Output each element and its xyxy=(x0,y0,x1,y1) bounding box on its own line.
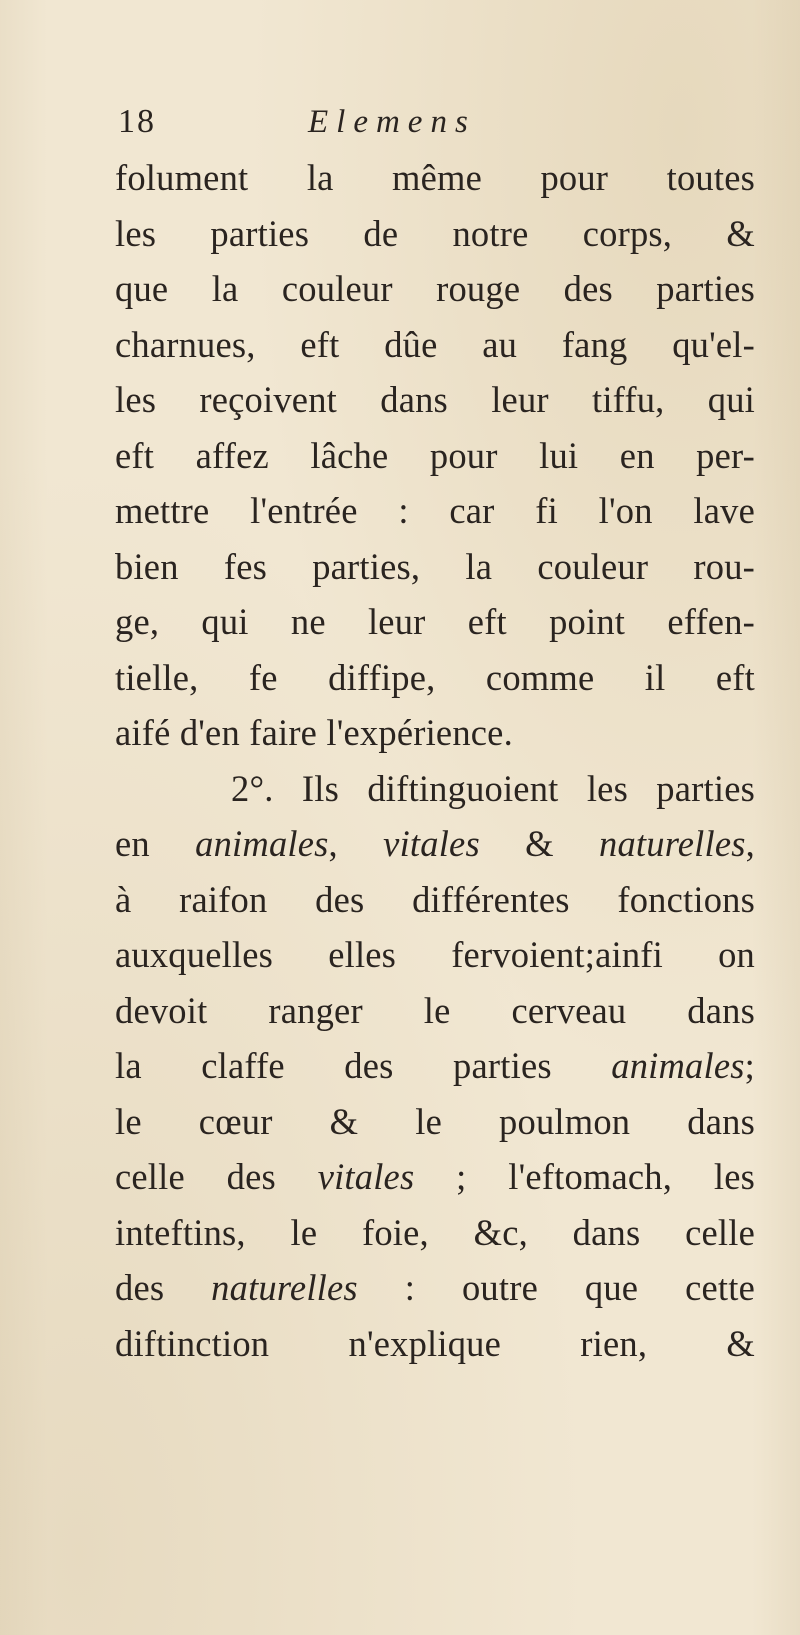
text-line: à raifon des différentes fonctions xyxy=(115,878,755,920)
text-line: des naturelles : outre que cette xyxy=(115,1267,755,1308)
text-line: les reçoivent dans leur tiffu, qui xyxy=(115,379,755,420)
running-title: Elemens xyxy=(308,104,476,140)
text-line: tielle, fe diffipe, comme il eft xyxy=(115,656,755,698)
text-line: les parties de notre corps, & xyxy=(115,212,755,254)
text-line: la claffe des parties animales; xyxy=(115,1045,755,1086)
text-line: folument la même pour toutes xyxy=(115,157,755,198)
text-line: 2°. Ils diftinguoient les parties xyxy=(231,767,755,809)
text-line: diftinction n'explique rien, & xyxy=(115,1322,755,1364)
text-line: bien fes parties, la couleur rou- xyxy=(115,545,755,587)
text-line: celle des vitales ; l'eftomach, les xyxy=(115,1156,755,1197)
text-line: eft affez lâche pour lui en per- xyxy=(115,434,755,476)
text-line: auxquelles elles fervoient;ainfi on xyxy=(115,934,755,975)
text-line: inteftins, le foie, &c, dans celle xyxy=(115,1211,755,1253)
text-line: en animales, vitales & naturelles, xyxy=(115,823,755,864)
text-line: mettre l'entrée : car fi l'on lave xyxy=(115,490,755,531)
text-line: le cœur & le poulmon dans xyxy=(115,1100,755,1142)
text-line: devoit ranger le cerveau dans xyxy=(115,989,755,1031)
page-header xyxy=(118,102,678,142)
text-line: ge, qui ne leur eft point effen- xyxy=(115,601,755,642)
body-text xyxy=(115,150,755,1371)
page-number: 18 xyxy=(118,103,156,140)
text-line: que la couleur rouge des parties xyxy=(115,268,755,309)
text-line: aifé d'en faire l'expérience. xyxy=(115,712,513,753)
text-line: charnues, eft dûe au fang qu'el- xyxy=(115,323,755,365)
